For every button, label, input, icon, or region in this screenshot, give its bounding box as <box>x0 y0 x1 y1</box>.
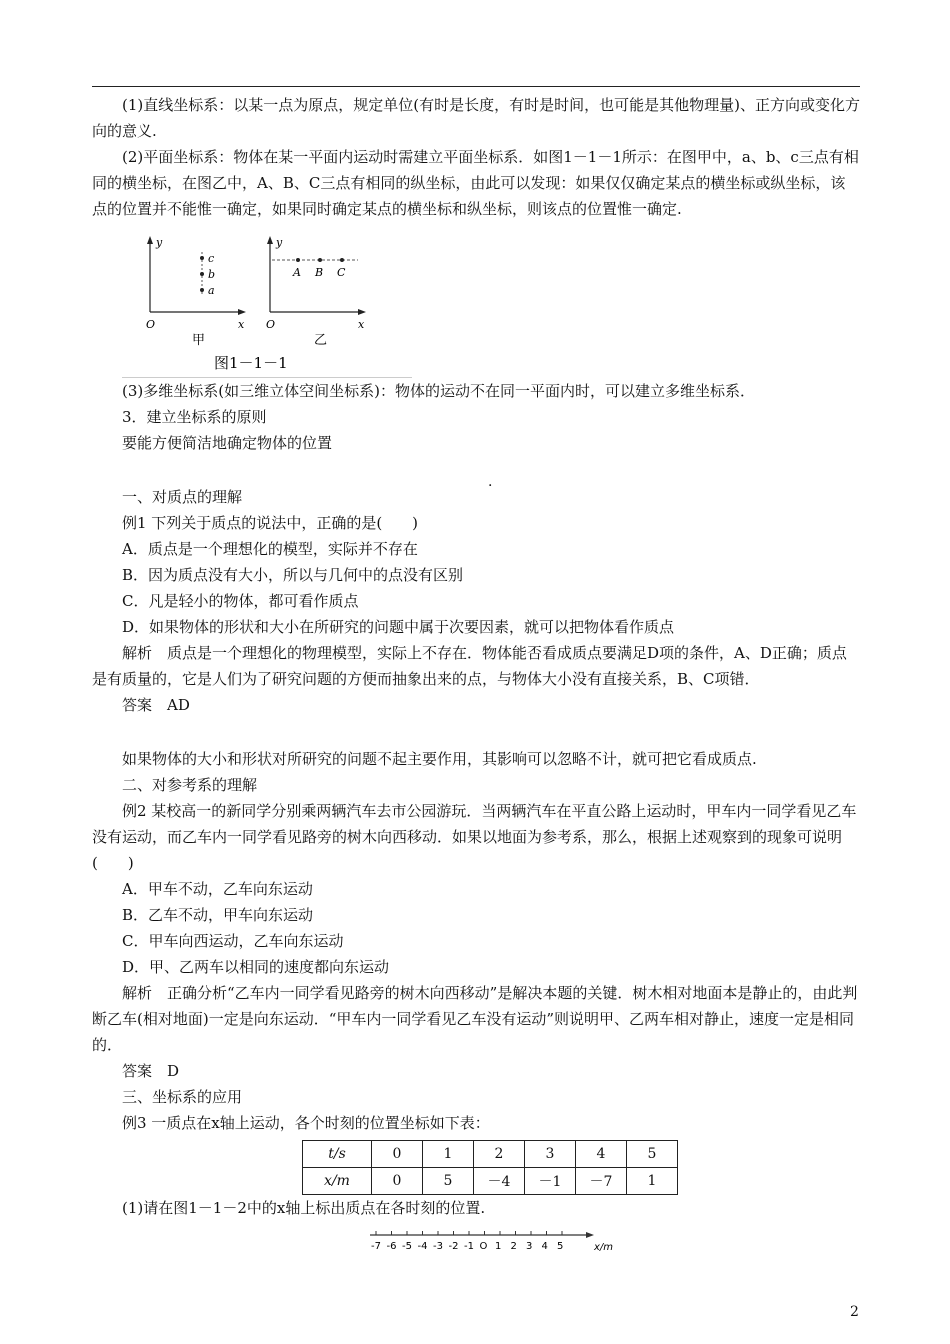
fig-point-A: A <box>293 266 301 279</box>
position-table-wrap <box>302 1140 860 1195</box>
example-3-question: 例3 一质点在x轴上运动，各个时刻的位置坐标如下表： <box>122 1114 490 1132</box>
fig-point-B: B <box>315 266 324 279</box>
example-1-option-a: A．质点是一个理想化的模型，实际并不存在 <box>122 540 418 558</box>
tip-paragraph: 如果物体的大小和形状对所研究的问题不起主要作用，其影响可以忽略不计，就可把它看成质点. <box>122 750 757 768</box>
fig-jia-x-label: x <box>238 318 245 331</box>
number-line-label: -6 <box>386 1241 397 1252</box>
table-cell: －4 <box>474 1168 525 1195</box>
number-line <box>368 1227 618 1257</box>
table-cell: 0 <box>372 1168 423 1195</box>
fig-jia-origin-label: O <box>146 318 156 331</box>
figure-caption: 图1－1－1 <box>214 354 288 372</box>
number-line-label: 1 <box>495 1241 502 1252</box>
example-2-option-d: D．甲、乙两车以相同的速度都向东运动 <box>122 958 390 976</box>
example-1-option-d: D．如果物体的形状和大小在所研究的问题中属于次要因素，就可以把物体看作质点 <box>122 618 675 636</box>
table-cell: 1 <box>627 1168 678 1195</box>
number-line-label: -1 <box>464 1241 474 1252</box>
number-line-label: 3 <box>526 1241 533 1252</box>
section-heading-2: 二、对参考系的理解 <box>122 776 258 794</box>
example-1-option-c: C．凡是轻小的物体，都可看作质点 <box>122 592 359 610</box>
coordinate-figure <box>122 232 412 377</box>
table-cell: －7 <box>576 1168 627 1195</box>
number-line-label: 4 <box>541 1241 548 1252</box>
example-1-question: 例1 下列关于质点的说法中，正确的是( ) <box>122 514 419 532</box>
number-line-label: 5 <box>557 1241 564 1252</box>
example-2-analysis: 解析 正确分析“乙车内一同学看见路旁的树木向西移动”是解决本题的关键．树木相对地面本是静止的，由此判断乙车(相对地面)一定是向东运动．“甲车内一同学看见乙车没有运动”则说明甲、乙两车相对静止，速度一定是相同的． <box>92 984 858 1054</box>
example-3-question-1: (1)请在图1－1－2中的x轴上标出质点在各时刻的位置. <box>122 1199 486 1217</box>
para-principle: 要能方便简洁地确定物体的位置 <box>122 434 333 452</box>
table-cell: 0 <box>372 1141 423 1168</box>
section-heading-1: 一、对质点的理解 <box>122 488 243 506</box>
number-line-label: -4 <box>417 1241 428 1252</box>
table-row <box>303 1141 678 1168</box>
section-heading-3: 三、坐标系的应用 <box>122 1088 243 1106</box>
fig-point-b: b <box>208 268 216 281</box>
fig-yi-x-label: x <box>358 318 365 331</box>
fig-yi-origin-label: O <box>266 318 276 331</box>
table-cell: －1 <box>525 1168 576 1195</box>
table-cell: x/m <box>303 1168 372 1195</box>
table-row <box>303 1168 678 1195</box>
example-2-option-a: A．甲车不动，乙车向东运动 <box>122 880 313 898</box>
fig-jia-y-label: y <box>156 236 163 249</box>
fig-yi-caption: 乙 <box>314 333 328 348</box>
example-1-analysis: 解析 质点是一个理想化的物理模型，实际上不存在．物体能否看成质点要满足D项的条件，A、D正确；质点是有质量的，它是人们为了研究问题的方便而抽象出来的点，与物体大小没有直接关系，B、C项错． <box>92 644 847 688</box>
fig-point-C: C <box>337 266 346 279</box>
decorative-dot: · <box>488 478 493 494</box>
example-2-option-c: C．甲车向西运动，乙车向东运动 <box>122 932 344 950</box>
example-1-answer: 答案 AD <box>122 696 190 714</box>
number-line-label: -3 <box>433 1241 443 1252</box>
fig-point-c: c <box>208 252 215 265</box>
fig-yi-y-label: y <box>276 236 283 249</box>
number-line-label: -7 <box>371 1241 381 1252</box>
para-line-coord: (1)直线坐标系：以某一点为原点，规定单位(有时是长度，有时是时间，也可能是其他物理量)、正方向或变化方向的意义. <box>92 96 860 140</box>
example-2-question: 例2 某校高一的新同学分别乘两辆汽车去市公园游玩．当两辆汽车在平直公路上运动时，甲车内一同学看见乙车没有运动，而乙车内一同学看见路旁的树木向西移动．如果以地面为参考系，那么，根据上述观察到的现象可说明( ) <box>92 802 857 872</box>
example-2-answer: 答案 D <box>122 1062 180 1080</box>
page-number: 2 <box>850 1304 859 1320</box>
figure-1-1-1 <box>122 232 412 378</box>
number-line-figure <box>368 1227 860 1261</box>
table-cell: t/s <box>303 1141 372 1168</box>
para-plane-coord: (2)平面坐标系：物体在某一平面内运动时需建立平面坐标系．如图1－1－1所示：在图甲中，a、b、c三点有相同的横坐标，在图乙中，A、B、C三点有相同的纵坐标，由此可以发现：如果仅仅确定某点的横坐标或纵坐标，该点的位置并不能惟一确定，如果同时确定某点的横坐标和纵坐标，则该点的位置惟一确定. <box>92 148 859 218</box>
number-line-unit: x/m <box>594 1242 614 1253</box>
number-line-label: O <box>479 1241 488 1252</box>
header-rule <box>92 86 860 87</box>
number-line-label: -2 <box>448 1241 459 1252</box>
para-multi-coord: (3)多维坐标系(如三维立体空间坐标系)：物体的运动不在同一平面内时，可以建立多维坐标系． <box>122 382 755 400</box>
example-1-option-b: B．因为质点没有大小，所以与几何中的点没有区别 <box>122 566 464 584</box>
table-cell: 2 <box>474 1141 525 1168</box>
heading-principle: 3．建立坐标系的原则 <box>122 408 267 426</box>
table-cell: 5 <box>423 1168 474 1195</box>
example-2-option-b: B．乙车不动，甲车向东运动 <box>122 906 314 924</box>
table-cell: 4 <box>576 1141 627 1168</box>
fig-jia-caption: 甲 <box>192 333 206 348</box>
table-cell: 5 <box>627 1141 678 1168</box>
position-table <box>302 1140 678 1195</box>
table-cell: 1 <box>423 1141 474 1168</box>
number-line-label: 2 <box>510 1241 517 1252</box>
fig-point-a: a <box>208 284 215 297</box>
table-cell: 3 <box>525 1141 576 1168</box>
document-body <box>92 92 860 1261</box>
number-line-label: -5 <box>402 1241 412 1252</box>
